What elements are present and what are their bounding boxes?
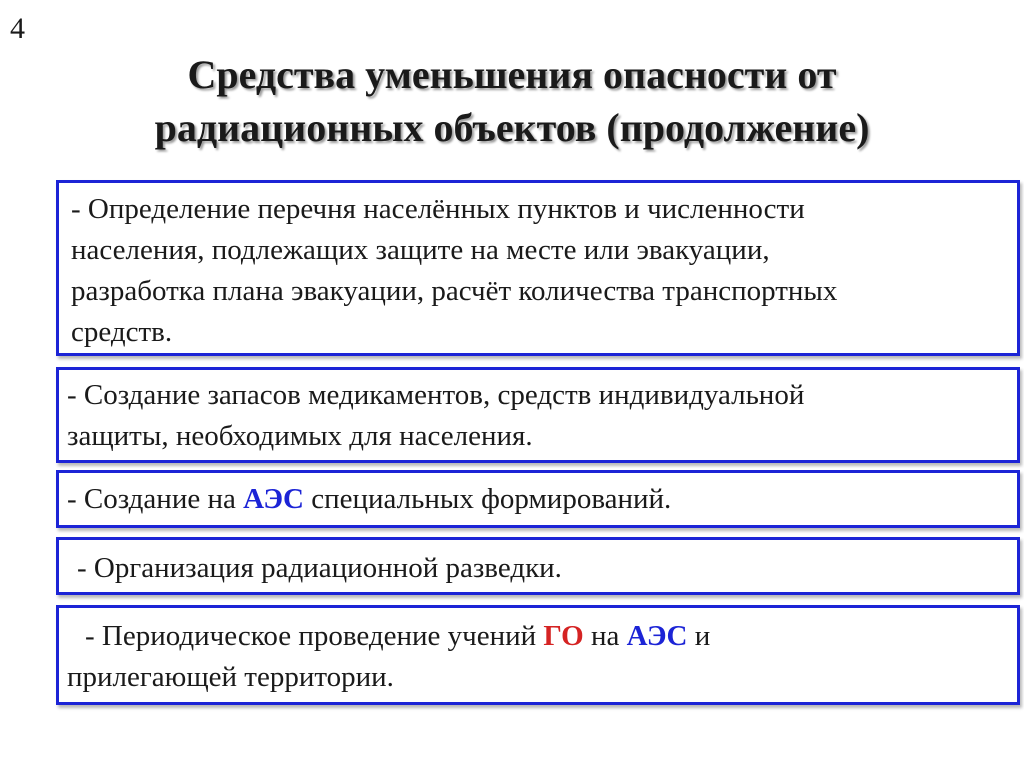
- title-line-2: радиационных объектов (продолжение): [154, 105, 870, 150]
- measure-text-line: [67, 616, 1009, 657]
- measure-text-segment: и: [687, 620, 711, 652]
- measure-text-segment: - Определение перечня населённых пунктов и численности: [71, 193, 805, 225]
- measure-text-segment: - Создание на: [67, 483, 244, 515]
- measure-text-segment: прилегающей территории.: [67, 661, 394, 693]
- measure-text-segment: - Периодическое проведение учений: [85, 620, 544, 652]
- measure-text-segment: специальных формирований.: [303, 483, 672, 515]
- measure-text-line: [67, 375, 1009, 416]
- aes-highlight: АЭС: [243, 483, 304, 515]
- measure-text-segment: средств.: [71, 316, 173, 348]
- go-highlight: ГО: [543, 620, 584, 652]
- title-line-1: Средства уменьшения опасности от: [187, 52, 837, 97]
- measure-text-segment: населения, подлежащих защите на месте или эвакуации,: [71, 234, 770, 266]
- measure-text-line: [67, 479, 1009, 520]
- measure-box-special-units: [56, 470, 1020, 528]
- measure-text-line: [71, 312, 1009, 353]
- measure-text-line: [67, 657, 1009, 698]
- slide-number: 4: [10, 12, 25, 45]
- measure-text-segment: - Организация радиационной разведки.: [77, 552, 562, 584]
- measure-text-line: [67, 416, 1009, 457]
- measure-text-segment: защиты, необходимых для населения.: [67, 420, 533, 452]
- measure-text-line: [71, 271, 1009, 312]
- measure-text-line: [77, 548, 1009, 589]
- measure-text-segment: на: [583, 620, 627, 652]
- measure-text-segment: - Создание запасов медикаментов, средств индивидуальной: [67, 379, 805, 411]
- slide-title: [40, 48, 984, 154]
- measure-text-segment: разработка плана эвакуации, расчёт количества транспортных: [71, 275, 838, 307]
- measure-box-civil-defense-drills: [56, 605, 1020, 705]
- measure-box-radiation-reconnaissance: [56, 537, 1020, 595]
- measure-text-line: [71, 189, 1009, 230]
- aes-highlight: АЭС: [626, 620, 688, 652]
- measure-box-medical-stocks: [56, 367, 1020, 463]
- measure-text-line: [71, 230, 1009, 271]
- measure-box-evacuation-planning: [56, 180, 1020, 356]
